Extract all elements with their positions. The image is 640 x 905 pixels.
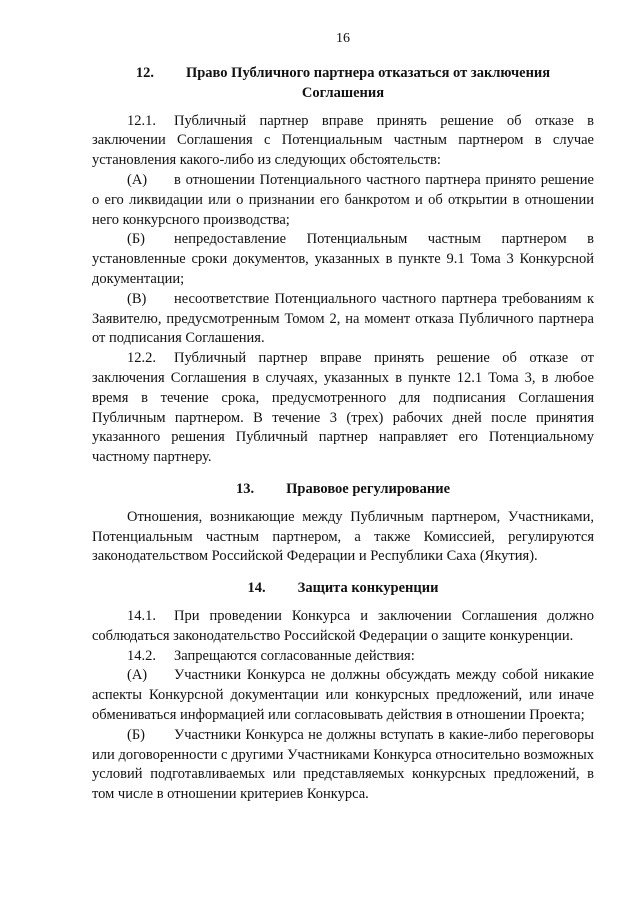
- paragraph-12-2: [92, 349, 594, 468]
- section-title-text: Правовое регулирование: [286, 480, 451, 497]
- paragraph-label: (А): [127, 171, 148, 188]
- paragraph-14-2-a: [92, 666, 594, 725]
- paragraph-12-1-a: [92, 171, 594, 230]
- paragraph-label: (В): [127, 290, 147, 307]
- paragraph-text: Участники Конкурса не должны вступать в какие-либо переговоры или договоренности с другими Участниками Конкурса относительно возможных условий подготавливаемых или представляемых конкурсных предложений, в том числе в отношении критериев Конкурса.: [92, 726, 594, 803]
- paragraph-text: Участники Конкурса не должны обсуждать между собой никакие аспекты Конкурсной документации или конкурсных предложений, или иначе обмениваться информацией или согласовывать действия в отношении Проекта;: [92, 667, 594, 723]
- paragraph-12-1: [92, 112, 594, 171]
- paragraph-label: 12.1.: [127, 112, 156, 129]
- paragraph-text: Запрещаются согласованные действия:: [174, 647, 415, 664]
- paragraph-14-2: [92, 647, 594, 667]
- paragraph-text: несоответствие Потенциального частного партнера требованиям к Заявителю, предусмотренным Томом 2, на момент отказа Публичного партнера от подписания Соглашения.: [92, 290, 594, 347]
- section-13-title: [92, 480, 594, 500]
- paragraph-text: Отношения, возникающие между Публичным партнером, Участниками, Потенциальным частным партнером, а также Комиссией, регулируются законодательством Российской Федерации и Республики Саха (Якутия).: [92, 508, 594, 565]
- paragraph-label: 12.2.: [127, 350, 156, 367]
- section-number: 14.: [247, 580, 266, 597]
- paragraph-text: в отношении Потенциального частного партнера принято решение о его ликвидации или о признании его банкротом и об открытии в отношении него конкурсного производства;: [92, 171, 594, 228]
- paragraph-14-1: [92, 607, 594, 647]
- section-title-text: Защита конкуренции: [297, 580, 439, 597]
- paragraph-label: (Б): [127, 726, 145, 743]
- document-page: [92, 30, 594, 805]
- paragraph-12-1-b: [92, 230, 594, 289]
- paragraph-text: При проведении Конкурса и заключении Соглашения должно соблюдаться законодательство Российской Федерации о защите конкуренции.: [92, 607, 594, 644]
- section-title-text: Право Публичного партнера отказаться от заключения: [185, 65, 551, 81]
- section-number: 13.: [235, 480, 255, 497]
- paragraph-14-2-b: [92, 726, 594, 805]
- paragraph-12-1-v: [92, 290, 594, 349]
- paragraph-label: (Б): [127, 231, 145, 248]
- paragraph-text: непредоставление Потенциальным частным партнером в установленные сроки документов, указанных в пункте 9.1 Тома 3 Конкурсной документации;: [92, 231, 594, 287]
- paragraph-text: Публичный партнер вправе принять решение об отказе от заключения Соглашения в случаях, указанных в пункте 12.1 Тома 3, в любое время в течение срока, предусмотренного для подписания Соглашения Публичным партнером. В течение 3 (трех) рабочих дней после принятия указанного решения Публичный партнер направляет его Потенциальному частному партнеру.: [92, 350, 594, 466]
- section-12-title: [92, 64, 594, 104]
- section-14-title: [92, 579, 594, 599]
- paragraph-label: 14.1.: [127, 607, 156, 624]
- paragraph-label: (А): [127, 667, 148, 684]
- section-number: 12.: [135, 65, 154, 81]
- section-title-text-line2: Соглашения: [301, 84, 385, 101]
- paragraph-text: Публичный партнер вправе принять решение об отказе в заключении Соглашения с Потенциальным частным партнером в случае установления какого-либо из следующих обстоятельств:: [92, 112, 594, 169]
- page-number: 16: [336, 31, 350, 46]
- paragraph-label: 14.2.: [127, 647, 156, 664]
- paragraph-13: [92, 508, 594, 567]
